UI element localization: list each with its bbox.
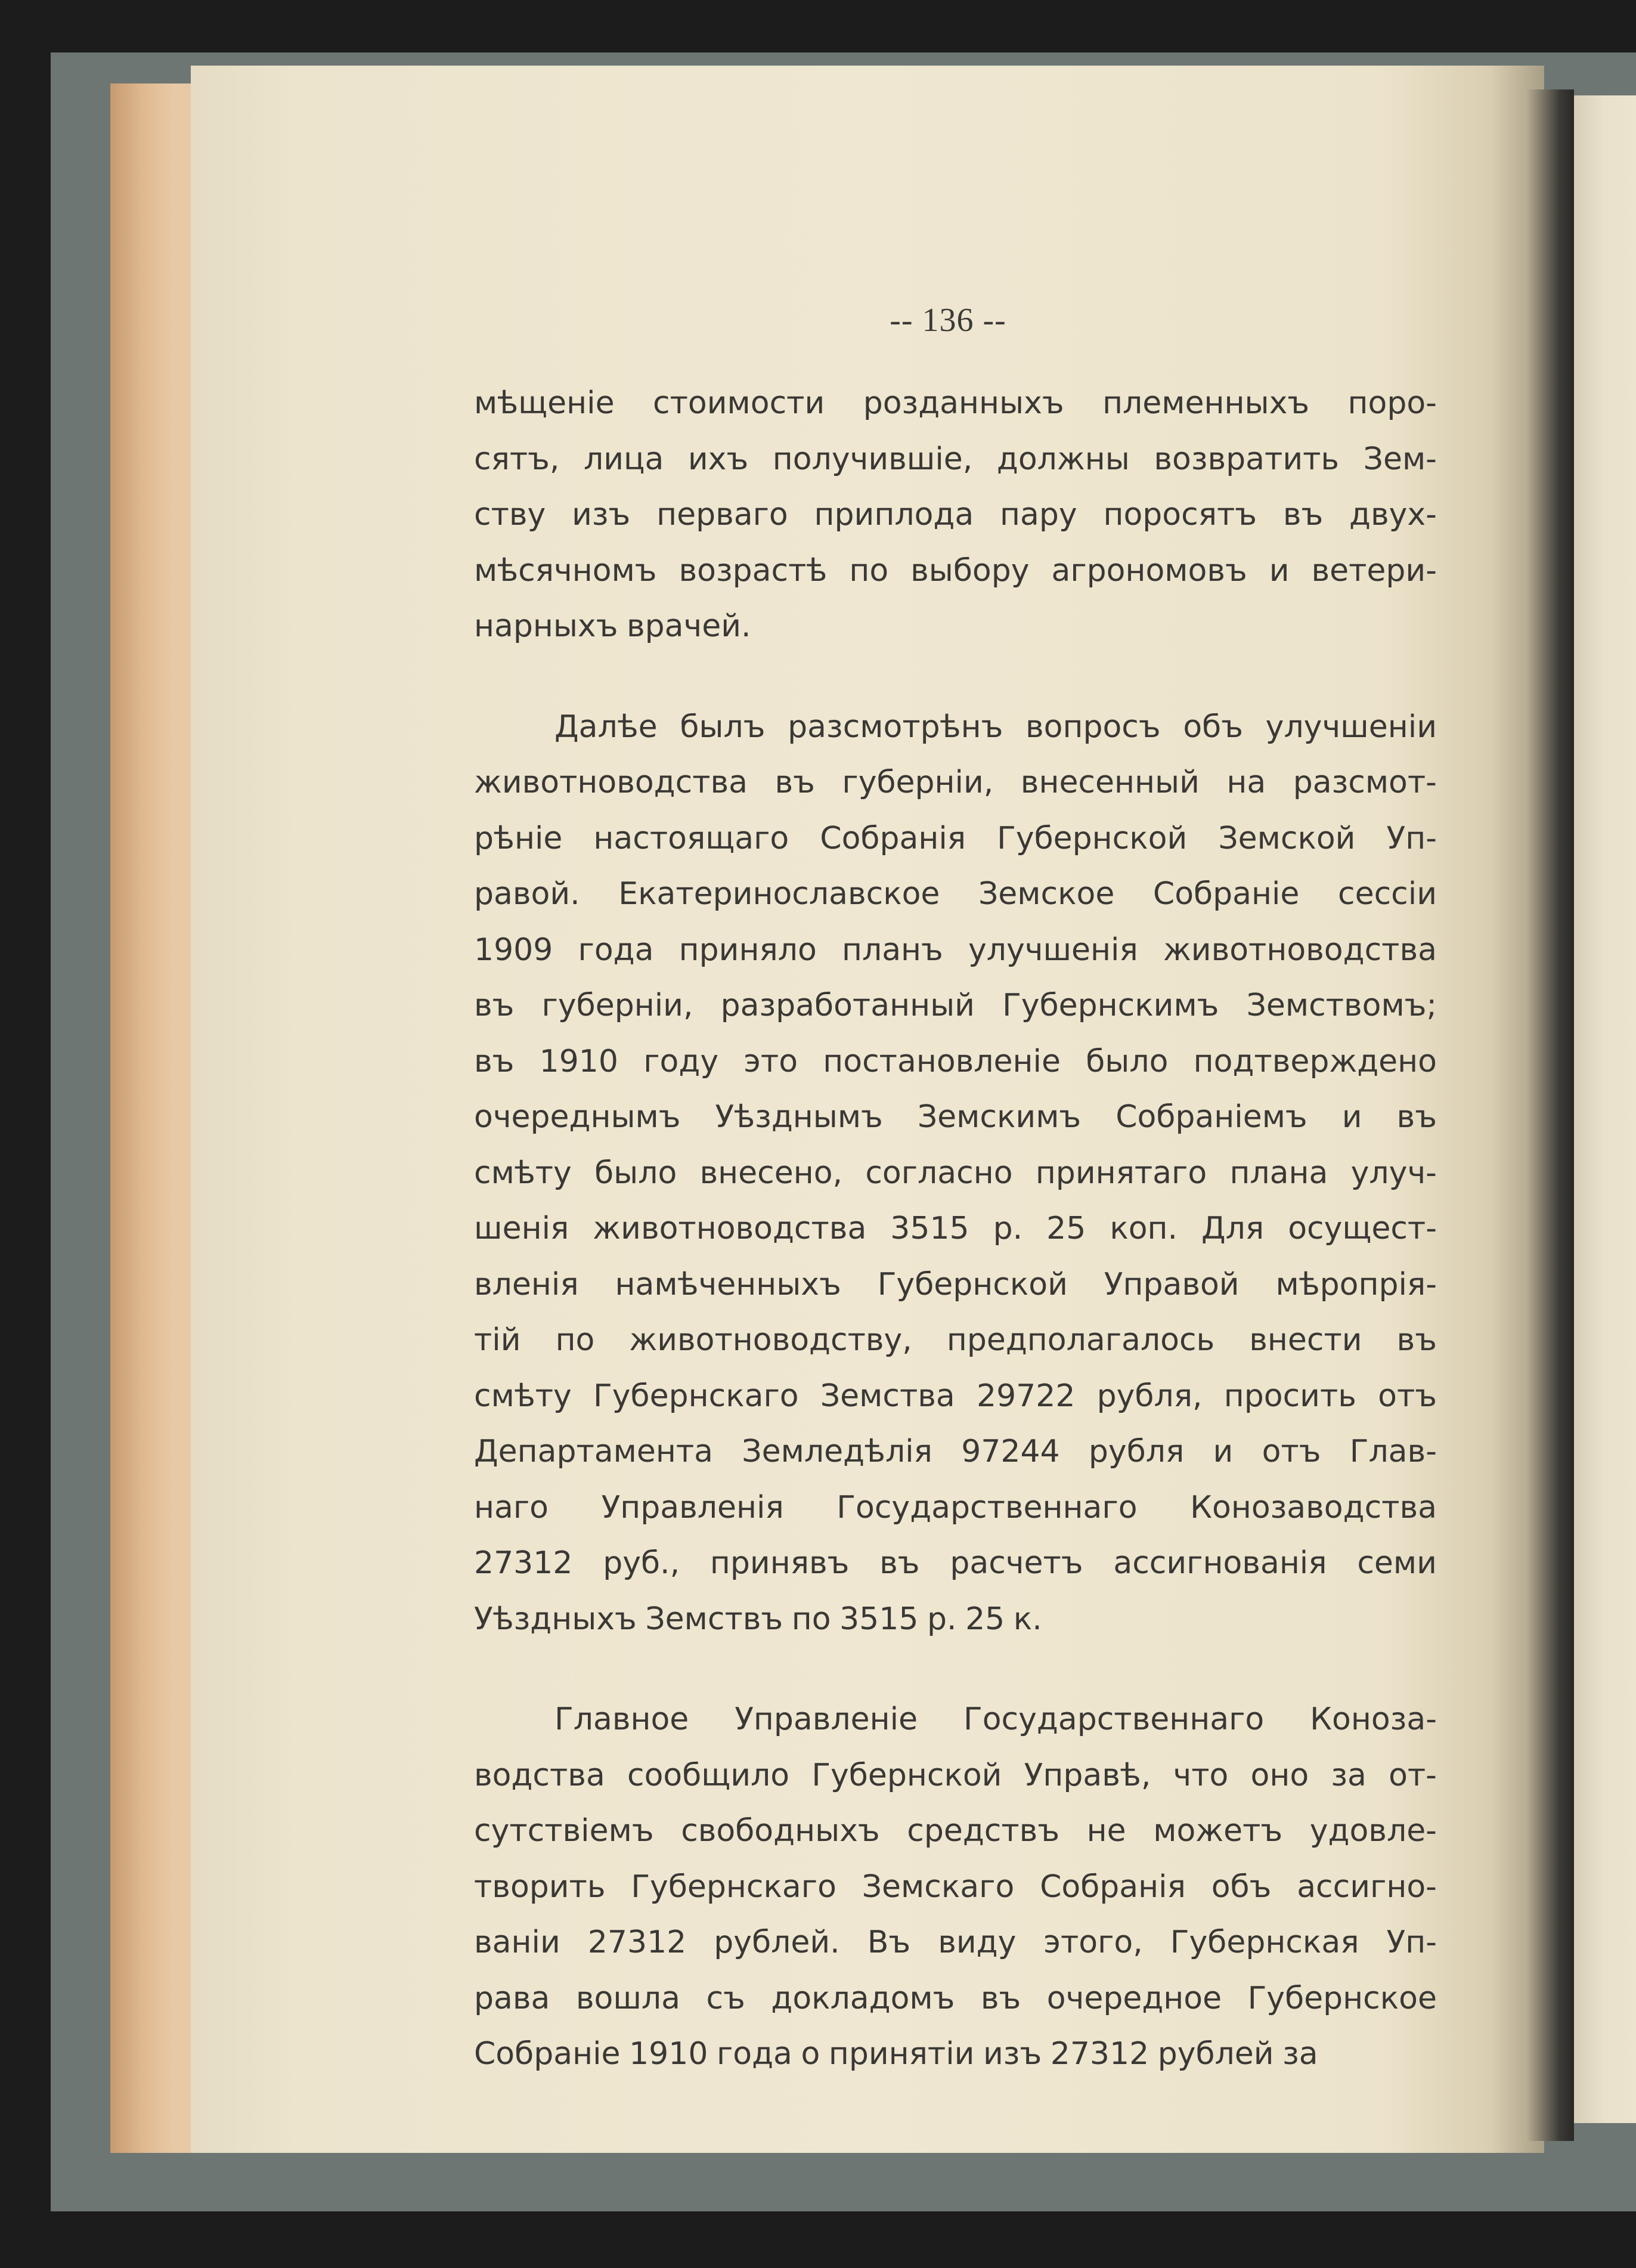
book-gutter	[1526, 89, 1574, 2141]
text-line: 1909 года приняло планъ улучшенія животноводства	[474, 932, 1437, 968]
text-line: шенія животноводства 3515 р. 25 коп. Для осущест-	[474, 1211, 1437, 1246]
page-edges	[110, 83, 200, 2153]
text-line: равой. Екатеринославское Земское Собраніе сессіи	[474, 876, 1437, 912]
text-line: смѣту Губернскаго Земства 29722 рубля, просить отъ	[474, 1378, 1437, 1414]
text-line: мѣсячномъ возрастѣ по выбору агрономовъ и ветери-	[474, 552, 1437, 589]
text-line: водства сообщило Губернской Управѣ, что оно за от-	[474, 1757, 1437, 1793]
paragraph	[474, 376, 1437, 655]
text-line: смѣту было внесено, согласно принятаго плана улуч-	[474, 1155, 1437, 1191]
text-line: въ 1910 году это постановленіе было подтверждено	[474, 1043, 1437, 1079]
text-line: ваніи 27312 рублей. Въ виду этого, Губернская Уп-	[474, 1924, 1437, 1960]
text-line: животноводства въ губерніи, внесенный на разсмот-	[474, 765, 1437, 800]
page-number: -- 136 --	[890, 302, 1006, 339]
text-line: Департамента Земледѣлія 97244 рубля и отъ Глав-	[474, 1434, 1437, 1469]
text-line: Главное Управленіе Государственнаго Коноза-	[554, 1701, 1437, 1737]
text-line: Далѣе былъ разсмотрѣнъ вопросъ объ улучшеніи	[554, 708, 1437, 745]
text-line: Уѣздныхъ Земствъ по 3515 р. 25 к.	[474, 1601, 1042, 1637]
text-line: рѣніе настоящаго Собранія Губернской Земской Уп-	[474, 820, 1437, 856]
text-line: вленія намѣченныхъ Губернской Управой мѣропрія-	[474, 1266, 1437, 1302]
text-line: мѣщеніе стоимости розданныхъ племенныхъ поро-	[474, 385, 1437, 421]
text-line: 27312 руб., принявъ въ расчетъ ассигнованія семи	[474, 1545, 1437, 1581]
paragraph-gap	[474, 655, 1437, 700]
text-line: рава вошла съ докладомъ въ очередное Губернское	[474, 1980, 1437, 2016]
text-line: тій по животноводству, предполагалось внести въ	[474, 1322, 1437, 1358]
text-line: сятъ, лица ихъ получившіе, должны возвратить Зем-	[474, 441, 1437, 477]
paragraph	[474, 700, 1437, 1648]
body-text	[474, 376, 1437, 2083]
text-line: въ губерніи, разработанный Губернскимъ Земствомъ;	[474, 988, 1437, 1023]
text-line: Собраніе 1910 года о принятіи изъ 27312 рублей за	[474, 2036, 1318, 2072]
text-line: сутствіемъ свободныхъ средствъ не можетъ удовле-	[474, 1813, 1437, 1849]
text-line: нарныхъ врачей.	[474, 608, 751, 644]
text-line: наго Управленія Государственнаго Конозаводства	[474, 1489, 1437, 1526]
text-line: очереднымъ Уѣзднымъ Земскимъ Собраніемъ и въ	[474, 1099, 1437, 1135]
text-line: ству изъ перваго приплода пару поросятъ въ двух-	[474, 497, 1437, 533]
text-line: творить Губернскаго Земскаго Собранія объ ассигно-	[474, 1868, 1437, 1905]
paragraph	[474, 1692, 1437, 2083]
paragraph-gap	[474, 1647, 1437, 1692]
